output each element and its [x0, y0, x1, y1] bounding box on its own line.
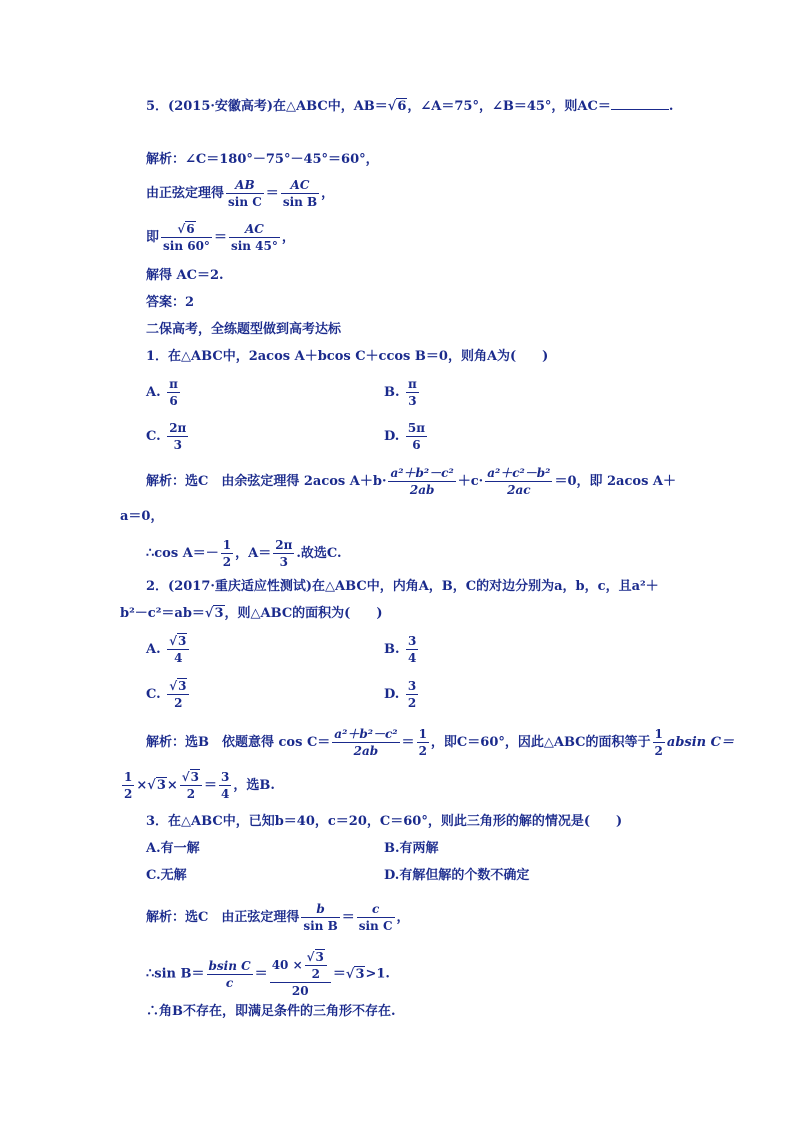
q3-sol-prefix: 解析：选C 由正弦定理得 [146, 910, 300, 925]
sqrt-radicand: 3 [156, 778, 166, 793]
sqrt-radicand: 3 [178, 679, 187, 693]
equals-sign: ＝ [204, 778, 218, 793]
frac-den: sin 60° [163, 239, 210, 253]
frac-den: 2 [174, 696, 183, 710]
fraction-sqrt6-over-sin60 [161, 222, 212, 253]
option-letter: C. [146, 687, 161, 702]
frac-num: AC [244, 222, 264, 236]
frac-num: √3 [181, 770, 200, 784]
comma: ， [321, 186, 335, 201]
equals-sign: ＝ [332, 966, 346, 982]
q5-solution-line1: 解析：∠C＝180°－75°－45°＝60°， [146, 152, 379, 167]
q3-stem: 3．在△ABC中，已知b＝40，c＝20，C＝60°，则此三角形的解的情况是( ) [146, 814, 623, 829]
frac-den: 2 [186, 787, 196, 801]
fraction-sqrt3-over-2 [305, 950, 327, 981]
q5-solution-line3 [146, 222, 295, 253]
q1-sol-prefix: 解析：选C 由余弦定理得 2acos A＋b· [146, 474, 387, 489]
frac-num: 3 [407, 679, 417, 693]
frac-num: a²＋b²－c² [390, 466, 454, 480]
q2-solution-line2 [120, 770, 275, 801]
sqrt-3: √3 [147, 778, 166, 793]
comma: ， [396, 910, 410, 925]
frac-num: b [316, 902, 325, 916]
fraction-bsinc-over-c [207, 959, 253, 990]
sqrt-radicand: 3 [315, 950, 324, 964]
sqrt-radicand: 3 [214, 606, 224, 621]
option-letter: A. [146, 841, 161, 856]
q5-stem [146, 97, 673, 115]
option-fraction [406, 634, 418, 665]
frac-den: 4 [408, 651, 417, 665]
option-fraction [406, 377, 419, 408]
q2-stem2-prefix: b²－c²＝ab＝ [120, 606, 205, 621]
q3-solution-line3: ∴角B不存在，即满足条件的三角形不存在. [146, 1004, 396, 1019]
frac-den: sin C [228, 195, 262, 209]
frac-den: 2ab [409, 483, 435, 497]
sqrt-6: √6 [387, 99, 407, 114]
frac-den: 20 [291, 984, 309, 998]
times-sign: × [166, 778, 178, 793]
q3-sol2-end: >1. [365, 966, 390, 982]
equals-sign: ＝ [213, 230, 227, 245]
section-title: 二保高考，全练题型做到高考达标 [146, 322, 342, 337]
q5-sol3-prefix: 即 [146, 230, 160, 245]
q5-solution-line2 [146, 178, 334, 209]
q1-solution-line1 [146, 466, 676, 497]
frac-den: 2ab [353, 744, 379, 758]
sqrt-3: √3 [345, 966, 365, 982]
option-letter: C. [146, 868, 161, 883]
fraction-ac-over-sin45 [229, 222, 280, 253]
q5-sol-prefix: 由正弦定理得 [146, 186, 225, 201]
q2-solution-line1 [146, 727, 734, 758]
frac-num: 1 [222, 538, 232, 552]
frac-den: 6 [412, 438, 421, 452]
frac-den: 2ac [507, 483, 531, 497]
option-fraction [167, 421, 188, 452]
fraction-cosine-law-2 [485, 466, 552, 497]
q1-option-a [146, 377, 182, 408]
frac-num: √6 [177, 222, 195, 236]
option-fraction [406, 421, 427, 452]
frac-den: sin B [282, 195, 318, 209]
q2-stem2-end: ，则△ABC的面积为( ) [224, 606, 383, 621]
q3-option-a [146, 841, 200, 857]
q5-answer: 答案：2 [146, 295, 195, 310]
q2-option-a [146, 634, 191, 665]
frac-den: 2 [418, 744, 427, 758]
fraction-three-quarters [219, 770, 231, 801]
frac-den: 2 [222, 555, 232, 569]
frac-den: 3 [173, 438, 182, 452]
frac-den: 2 [311, 967, 320, 981]
option-fraction [167, 634, 189, 665]
frac-den: sin 45° [230, 239, 278, 253]
sqrt-radicand: 3 [190, 770, 200, 784]
sqrt-radicand: 3 [178, 634, 187, 648]
frac-den: c [225, 975, 234, 990]
option-text: 有解但解的个数不确定 [399, 868, 530, 883]
equals-sign: ＝ [401, 735, 415, 750]
option-letter: A. [146, 385, 161, 400]
comma: ， [281, 230, 295, 245]
fraction-one-half [417, 727, 429, 758]
equals-sign: ＝ [341, 910, 355, 925]
q2-sol-prefix: 解析：选B 依题意得 cos C＝ [146, 735, 331, 750]
option-letter: A. [146, 642, 161, 657]
option-letter: B. [384, 385, 400, 400]
q1-sol-mid: ＋c· [457, 474, 484, 489]
option-text: 无解 [160, 868, 187, 883]
sqrt-6-radicand: 6 [397, 99, 407, 114]
fraction-cosine-law-1 [388, 466, 455, 497]
fraction-two-pi-thirds [273, 538, 294, 569]
sqrt-3: √3 [204, 606, 224, 621]
option-letter: B. [384, 642, 400, 657]
q5-stem-end: . [668, 99, 674, 114]
fraction-c-over-sinc [357, 902, 395, 933]
frac-num: √3 [169, 634, 187, 648]
fraction-cosine-law [332, 727, 399, 758]
q5-solution-line4: 解得 AC＝2. [146, 268, 224, 283]
q3-option-c [146, 868, 187, 884]
q3-option-b [384, 841, 439, 857]
frac-num: AB [235, 178, 255, 192]
frac-num: π [169, 377, 178, 391]
frac-num [270, 950, 331, 982]
fraction-sqrt3-over-2 [180, 770, 202, 801]
sqrt-radicand: 3 [355, 966, 365, 982]
fraction-one-half [221, 538, 233, 569]
frac-den: 3 [408, 394, 417, 408]
times-sign: × [136, 778, 148, 793]
q3-solution-line1 [146, 902, 410, 933]
q1-sol3-prefix: ∴cos A＝－ [146, 546, 219, 561]
option-letter: D. [384, 429, 400, 444]
option-fraction [167, 377, 180, 408]
frac-num: a²＋b²－c² [334, 727, 398, 741]
frac-num: 1 [124, 770, 133, 784]
option-fraction [406, 679, 418, 710]
q2-stem-line1: 2．(2017·重庆适应性测试)在△ABC中，内角A，B，C的对边分别为a，b，c，且a²＋ [146, 579, 659, 594]
q2-option-d [384, 679, 420, 710]
equals-sign: ＝ [254, 966, 268, 982]
q2-sol-mid: ，即C＝60°，因此△ABC的面积等于 [430, 735, 651, 750]
frac-den: sin C [358, 919, 393, 933]
frac-num: 1 [654, 727, 663, 741]
frac-den: 4 [174, 651, 183, 665]
frac-num: 1 [418, 727, 427, 741]
fraction-b-over-sinb [301, 902, 339, 933]
frac-den: sin B [303, 919, 338, 933]
q1-solution-line2: a＝0， [120, 509, 164, 524]
sqrt-radicand: 6 [186, 222, 195, 236]
q2-option-b [384, 634, 420, 665]
fraction-one-half-2 [653, 727, 665, 758]
q2-sol2-end: ，选B. [233, 778, 275, 793]
q3-solution-line2 [146, 950, 390, 998]
fraction-compound [270, 950, 331, 998]
fraction-ab-over-sinc [226, 178, 264, 209]
q1-option-d [384, 421, 429, 452]
q1-sol3-end: .故选C. [296, 546, 342, 561]
answer-blank [611, 97, 669, 110]
q1-solution-line3 [146, 538, 342, 569]
q1-option-c [146, 421, 190, 452]
frac-num: 2π [169, 421, 187, 435]
frac-num: √3 [169, 679, 187, 693]
q2-stem-line2 [120, 606, 382, 622]
frac-num: 3 [408, 634, 417, 648]
q5-stem-prefix: 5．(2015·安徽高考)在△ABC中，AB＝ [146, 99, 388, 114]
option-letter: B. [384, 841, 400, 856]
q1-option-b [384, 377, 421, 408]
q2-sol-end: absin C＝ [666, 735, 734, 750]
option-text: 有两解 [399, 841, 439, 856]
frac-num: π [408, 377, 417, 391]
frac-num: √3 [306, 950, 324, 964]
frac-den: 3 [279, 555, 288, 569]
fraction-one-half [122, 770, 134, 801]
num-prefix: 40 × [271, 958, 303, 972]
frac-num: 5π [407, 421, 426, 435]
frac-num: AC [290, 178, 310, 192]
option-text: 有一解 [160, 841, 200, 856]
q1-stem: 1．在△ABC中，2acos A＋bcos C＋ccos B＝0，则角A为( ) [146, 349, 549, 364]
q1-sol-end: ＝0，即 2acos A＋ [554, 474, 676, 489]
frac-den: 4 [221, 787, 230, 801]
q5-stem-mid: ，∠A＝75°，∠B＝45°，则AC＝ [407, 99, 611, 114]
option-letter: C. [146, 429, 161, 444]
equals-sign: ＝ [265, 186, 279, 201]
option-letter: D. [384, 868, 400, 883]
option-fraction [167, 679, 189, 710]
q1-sol3-mid: ，A＝ [235, 546, 272, 561]
frac-num: 3 [221, 770, 230, 784]
frac-den: 2 [654, 744, 663, 758]
q3-sol2-prefix: ∴sin B＝ [146, 966, 205, 982]
frac-num: a²＋c²－b² [487, 466, 551, 480]
option-letter: D. [384, 687, 400, 702]
frac-den: 2 [124, 787, 133, 801]
fraction-ac-over-sinb [281, 178, 319, 209]
frac-den: 6 [169, 394, 178, 408]
q3-option-d [384, 868, 529, 884]
frac-num: 2π [275, 538, 293, 552]
frac-num: c [371, 902, 380, 916]
frac-den: 2 [407, 696, 417, 710]
frac-num: bsin C [208, 958, 251, 973]
q2-option-c [146, 679, 191, 710]
